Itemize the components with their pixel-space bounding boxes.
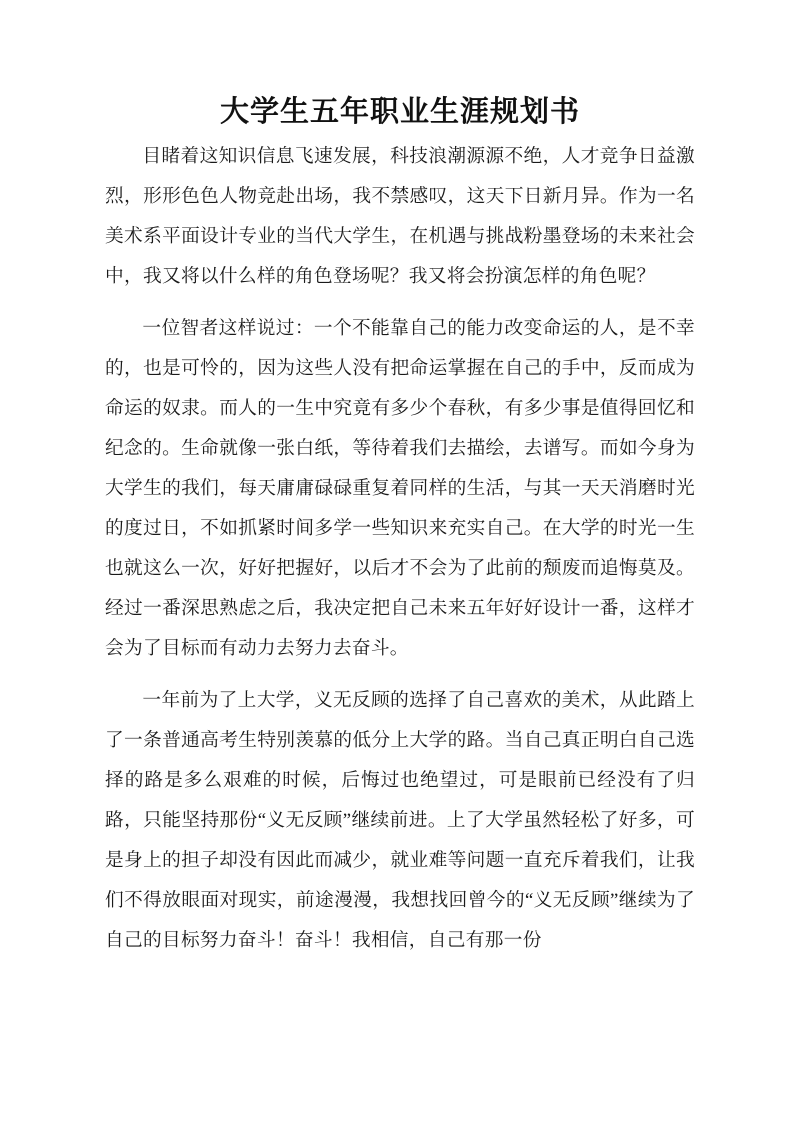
paragraph-intro: 目睹着这知识信息飞速发展，科技浪潮源源不绝，人才竞争日益激烈，形形色色人物竞赴出场，我不禁感叹，这天下日新月异。作为一名美术系平面设计专业的当代大学生，在机遇与挑战粉墨登场的未来社会中，我又将以什么样的角色登场呢？我又将会扮演怎样的角色呢？	[105, 146, 695, 287]
document-title: 大学生五年职业生涯规划书	[219, 96, 580, 128]
paragraph-wise-man: 一位智者这样说过：一个不能靠自己的能力改变命运的人，是不幸的，也是可怜的，因为这些人没有把命运掌握在自己的手中，反而成为命运的奴隶。而人的一生中究竟有多少个春秋，有多少事是值得回忆和纪念的。生命就像一张白纸，等待着我们去描绘，去谱写。而如今身为大学生的我们，每天庸庸碌碌重复着同样的生活，与其一天天消磨时光的度过日，不如抓紧时间多学一些知识来充实自己。在大学的时光一生也就这么一次，好好把握好，以后才不会为了此前的颓废而追悔莫及。经过一番深思熟虑之后，我决定把自己未来五年好好设计一番，这样才会为了目标而有动力去努力去奋斗。	[105, 318, 695, 659]
paragraph-one-year-ago: 一年前为了上大学，义无反顾的选择了自己喜欢的美术，从此踏上了一条普通高考生特别羡慕的低分上大学的路。当自己真正明白自己选择的路是多么艰难的时候，后悔过也绝望过，可是眼前已经没有了归路，只能坚持那份“义无反顾”继续前进。上了大学虽然轻松了好多，可是身上的担子却没有因此而减少，就业难等问题一直充斥着我们，让我们不得放眼面对现实，前途漫漫，我想找回曾今的“义无反顾”继续为了自己的目标努力奋斗！奋斗！我相信，自己有那一份	[105, 690, 695, 951]
document-body	[105, 137, 695, 961]
